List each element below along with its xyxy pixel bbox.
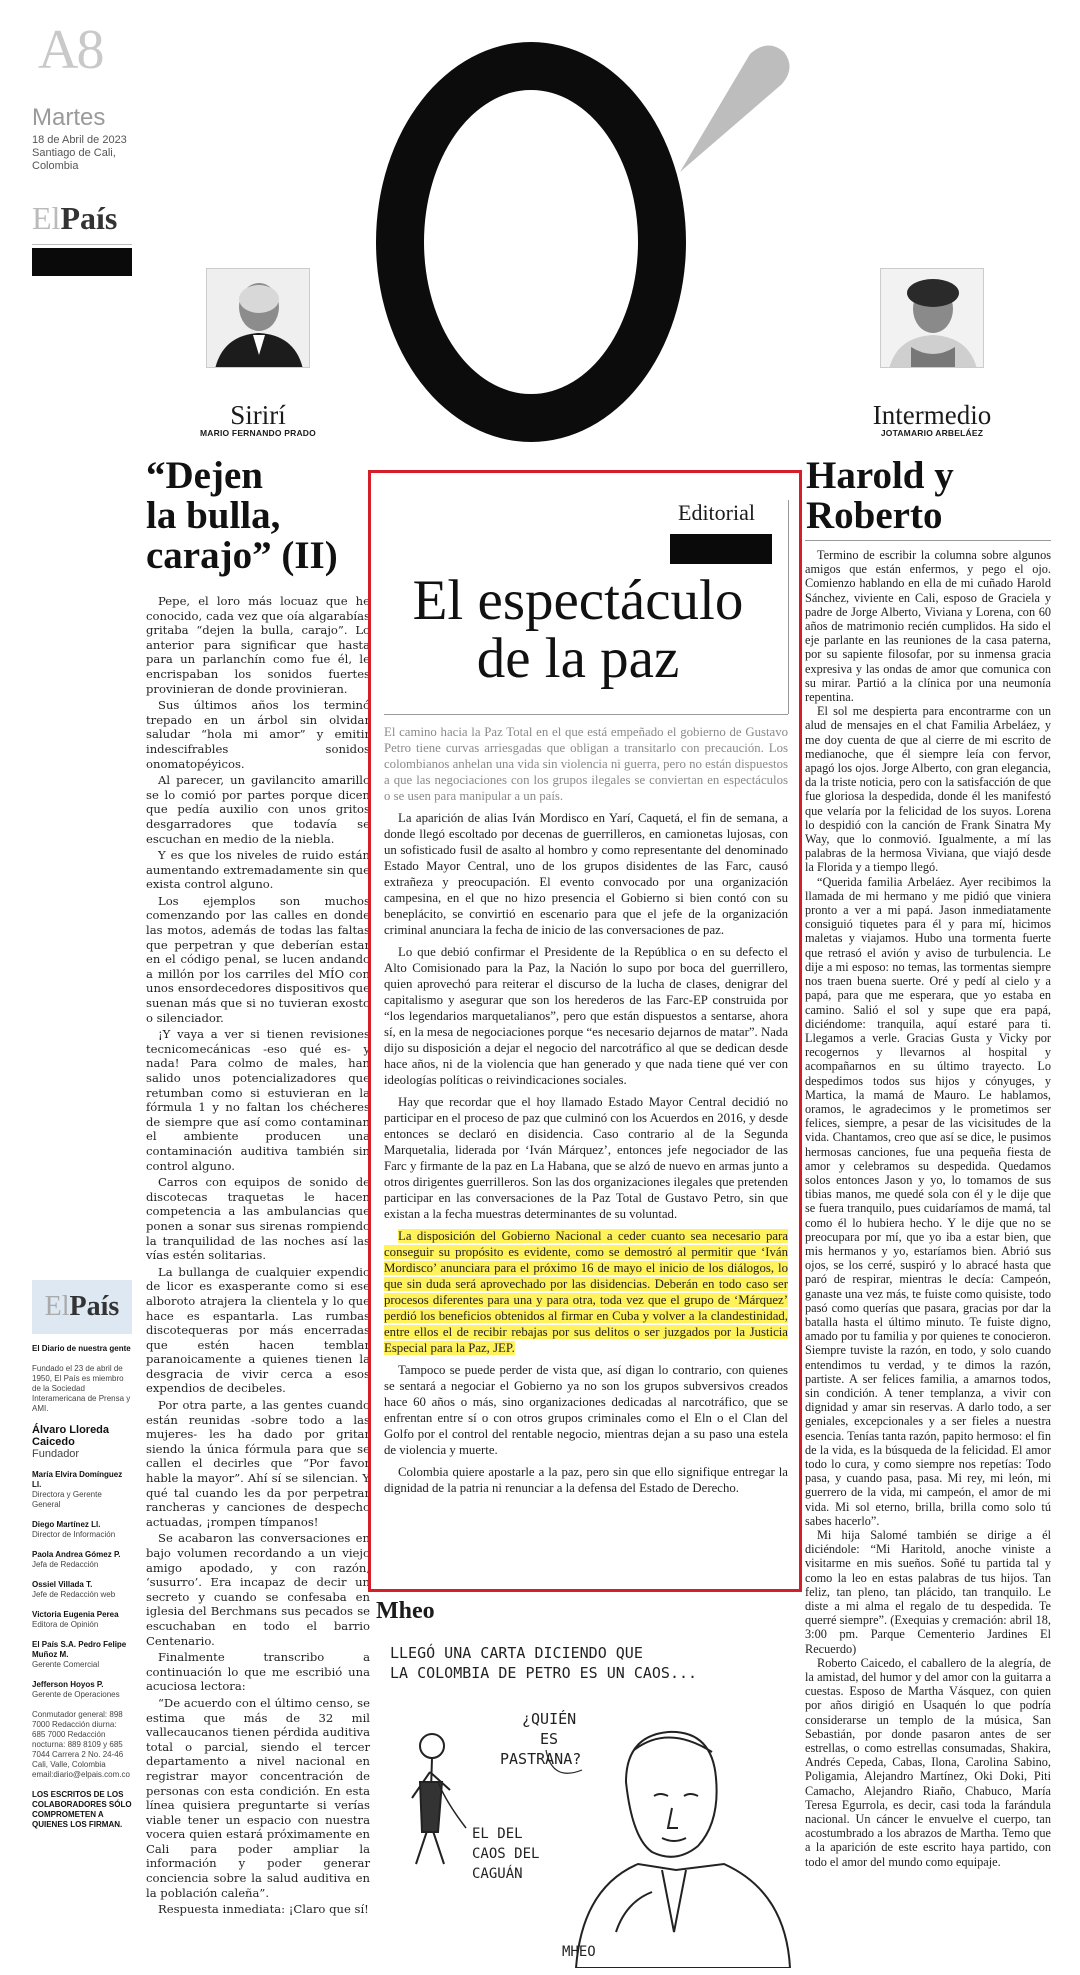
- headline-line: la bulla,: [146, 494, 281, 537]
- cartoon-tag-line: CAGUÁN: [472, 1866, 523, 1882]
- brand-el: El: [32, 200, 61, 236]
- divider: [788, 500, 789, 714]
- headline-line: carajo” (II): [146, 534, 338, 577]
- cartoon-caption-line: LLEGÓ UNA CARTA DICIENDO QUE: [390, 1644, 643, 1662]
- staff-item: [32, 1640, 132, 1670]
- staff-name: Ossiel Villada T.: [32, 1580, 93, 1589]
- staff-item: [32, 1470, 132, 1510]
- right-column-body: [805, 548, 1051, 1869]
- staff-item: [32, 1520, 132, 1540]
- disclaimer: LOS ESCRITOS DE LOS COLABORADORES SÓLO COMPROMETEN A QUIENES LOS FIRMAN.: [32, 1790, 132, 1829]
- staff-name: Jefferson Hoyos P.: [32, 1680, 104, 1689]
- staff-role: Jefa de Redacción: [32, 1560, 99, 1569]
- staff-name: Victoria Eugenia Perea: [32, 1610, 119, 1619]
- columnist-author-right: JOTAMARIO ARBELÁEZ: [880, 428, 984, 438]
- headline-line: Harold y: [806, 454, 954, 497]
- staff-name: Diego Martínez Ll.: [32, 1520, 101, 1529]
- paragraph: Tampoco se puede perder de vista que, así digan lo contrario, con quienes se sentará a negociar el Gobierno ya no son los grupos subversivos creados hace 60 años o más, sino organizaciones dedicadas al narcotráfico, que se enfrentan entre sí o con otros grupos criminales como el Eln o el Clan del Golfo por el control del rentable negocio, mientras dejan a su paso una estela de violencia y muerte.: [384, 1363, 788, 1457]
- staff-item: [32, 1680, 132, 1700]
- city: Santiago de Cali, Colombia: [32, 147, 116, 172]
- cartoon-tag-line: CAOS DEL: [472, 1846, 540, 1862]
- contact-block: Conmutador general: 898 7000 Redacción diurna: 685 7000 Redacción nocturna: 889 8109 y 685 7044 Carrera 2 No. 24-46 Cali, Valle, Colombia email:diario@elpais.com.co: [32, 1710, 130, 1779]
- speech-bubble-line: ¿QUIÉN: [522, 1710, 577, 1728]
- staff-role: Fundador: [32, 1448, 80, 1460]
- redacted-bar: [32, 248, 132, 276]
- paragraph: Pepe, el loro más locuaz que he conocido, cada vez que oía algarabías gritaba “dejen la bulla, carajo”. Lo anterior para significar que hasta para un parlanchín como fue él, le encrispaban los sonidos fuertes provinieran de donde provinieran.: [146, 594, 370, 696]
- columnist-section-right: Intermedio: [872, 400, 992, 430]
- paragraph: Hay que recordar que el hoy llamado Estado Mayor Central decidió no participar en el proceso de paz que culminó con los Acuerdos en 2016, y desde entonces se declaró en disidencia. Caso contrario al de la Segunda Marquetalia, liderada por ‘Iván Márquez’, entonces jefe negociador de las Farc y firmante de la paz en La Habana, que se alzó de nuevo en armas junto a otros dirigentes guerrilleros. Son las dos organizaciones ilegales que pretenden participar en las conversaciones de la Paz Total de Gustavo Petro, sin que existan a la fecha muestras determinantes de su voluntad.: [384, 1095, 788, 1221]
- divider: [384, 714, 788, 715]
- paragraph: Termino de escribir la columna sobre algunos amigos que están enfermos, y pego el ojo. Comienzo hablando en ella de mi cuñado Harold Sánchez, viviente en Cali, esposo de Graciela y padre de Jorge Alberto, Viviana y Lorena, con 60 años de matrimonio recién cumplidos. Ha sido el eje parlante en las reuniones de la casa paterna, por su sapiente filosofar, por su inmensa gracia expresiva y las ondas de amor que comunica con su mirar. Partió a la clínica por una neumonía repentina.: [805, 548, 1051, 705]
- speech-bubble-line: PASTRANA?: [500, 1750, 582, 1768]
- staff-name: El País S.A. Pedro Felipe Muñoz M.: [32, 1640, 127, 1659]
- columnist-author-left: MARIO FERNANDO PRADO: [200, 428, 316, 438]
- paragraph: Respuesta inmediata: ¡Claro que sí!: [158, 1902, 369, 1917]
- highlight: La disposición del Gobierno Nacional a ceder cuanto sea necesario para conseguir su propósito es evidente, como se demostró al permitir que ‘Iván Mordisco’ anunciara para el próximo 16 de mayo el inicio de los diálogos, lo que sin duda será aprovechado por las disidencias. Deberán en todo caso ser procesos diferentes para una y para otra, toda vez que el grupo de ‘Márquez’ perdió los beneficios obtenidos al firmar en Cuba y volver a la clandestinidad, entre ellos el de recibir rebajas por sus delitos o ser juzgados por la Justicia Especial para la Paz, JEP.: [384, 1229, 788, 1355]
- title-line: de la paz: [476, 627, 680, 690]
- accent-mark-icon: [600, 44, 790, 174]
- staff-name: María Elvira Domínguez Ll.: [32, 1470, 123, 1489]
- headline-line: “Dejen: [146, 454, 263, 497]
- headline-line: Roberto: [806, 494, 943, 537]
- staff-name: Álvaro Lloreda Caicedo: [32, 1424, 110, 1448]
- sidebar-brand-logo: [32, 1280, 132, 1334]
- brand-pais: País: [60, 200, 118, 236]
- paragraph: Los ejemplos son muchos comenzando por las calles en donde las motos, además de todas las faltas que perpetran y que deberían estar en el código penal, se lucen andando a millón por los carriles del MÍO con unos ensordecedores dispositivos que suenan más que si no tuvieran exosto o silenciador.: [146, 893, 370, 1025]
- redacted-bar: [670, 534, 772, 564]
- paragraph: Al parecer, un gavilancito amarillo se lo comió por partes porque dicen que pedía auxilio con unos gritos desgarradores que todavía se escuchan en medio de la niebla.: [146, 773, 370, 846]
- staff-role: Gerente Comercial: [32, 1660, 100, 1669]
- editorial-title: [378, 569, 778, 690]
- editorial-cartoon: [376, 1632, 800, 1968]
- title-line: El espectáculo: [412, 569, 744, 632]
- staff-role: Director de Información: [32, 1530, 116, 1539]
- paragraph: Sus últimos años los terminó trepado en un árbol sin olvidar saludar “hola mi amor” y emitir indescifrables sonidos onomatopéyicos.: [146, 698, 370, 771]
- staff-name: Paola Andrea Gómez P.: [32, 1550, 121, 1559]
- paragraph: El sol me despierta para encontrarme con un alud de mensajes en el chat Familia Arbeláez, y me doy cuenta de que al cierre de mi escrito de medianoche, que él siempre leía con fervor, apagó los ojos. Jorge Alberto, con gran elegancia, da la triste noticia, pero con la satisfacción de que fue gloriosa la despedida, donde él les manifestó que velaría por la felicidad de los suyos. Lorena lo despidió con la canción de Frank Sinatra My Way, que lo conmovió. Igualmente, a mí las palabras de la hermosa Viviana, que viajó desde la Florida y a tiempo llegó.: [805, 704, 1051, 875]
- paragraph: ¡Y vaya a ver si tienen revisiones tecnicomecánicas -eso qué es- y nada! Para colmo de males, han salido unos potencializadores que retumban como si estuvieran en la fórmula 1 y no faltan los chécheres de siempre que así como contaminan el ambiente producen una contaminación auditiva también sin control alguno.: [146, 1027, 370, 1173]
- staff-item: [32, 1610, 132, 1630]
- staff-role: Editora de Opinión: [32, 1620, 99, 1629]
- brand-logo: [32, 200, 117, 237]
- speech-bubble-line: ES: [540, 1730, 559, 1748]
- paragraph: Lo que debió confirmar el Presidente de la República o en su defecto el Alto Comisionado para la Paz, la Nación lo supo por boca del guerrillero, quien aprovechó para reiterar el discurso de la lucha de clases, denigrar del capitalismo y asegurar que son los herederos de las Farc-EP construida por “los legendarios marquetalianos”, pero que están dispuestos a sentarse, ahora sí, en la mesa de negociaciones porque “es necesario dejarnos de matar”. Nada dijo su disposición a dejar el negocio del narcotráfico al que se dedican desde hace años, ni de la violencia que han generado y que nada tiene qué ver con ideologías políticas o reivindicaciones sociales.: [384, 945, 788, 1087]
- brand-el: El: [44, 1291, 70, 1322]
- paragraph: Finalmente transcribo a continuación lo que me escribió una acuciosa lectora:: [146, 1650, 370, 1694]
- columnist-photo-left: [206, 268, 310, 368]
- founded-note: Fundado el 23 de abril de 1950, El País es miembro de la Sociedad Interamericana de Prensa y AMI.: [32, 1364, 131, 1413]
- left-column-headline: [146, 456, 366, 576]
- weekday: Martes: [32, 104, 106, 131]
- paragraph: La aparición de alias Iván Mordisco en Yarí, Caquetá, el fin de semana, a donde llegó escoltado por decenas de guerrilleros, en camionetas lujosas, con un sofisticado fusil de asalto al hombro y como representante del denominado Estado Mayor Central, uno de los grupos disidentes de las Farc, causó extrañeza y preocupación. El evento convocado por una organización campesina, en el que no hizo presencia el Gobierno si bien contó con su beneplácito, se convirtió en escenario para que el jefe de la organización criminal anunciara la fecha de inicio de las conversaciones de paz.: [384, 811, 788, 937]
- divider: [805, 540, 1051, 541]
- columnist-photo-right: [880, 268, 984, 368]
- paragraph: La bullanga de cualquier expendio de licor es exasperante como si ese alboroto atrajera la clientela y lo que hace es espantarla. Las rumbas discotequeras por más encerradas que estén hacen temblar paranoicamente a quienes tienen la desgracia de vivir cerca a esos expendios de decibeles.: [146, 1264, 370, 1396]
- staff-item: [32, 1424, 132, 1460]
- staff-role: Directora y Gerente General: [32, 1490, 102, 1509]
- paragraph: Y es que los niveles de ruido están aumentando extremadamente sin que exista control alguno.: [146, 848, 370, 892]
- highlighted-paragraph: [384, 1228, 788, 1356]
- editorial-lead: El camino hacia la Paz Total en el que está empeñado el gobierno de Gustavo Petro tiene curvas arriesgadas que obligan a transitarlo con precaución. Los colombianos anhelan una vida sin violencia ni guerra, pero no están dispuestos a que las negociaciones con los grupos ilegales se conviertan en espectáculos o se usen para manipular a un país.: [384, 725, 788, 803]
- sidebar-info: [32, 1344, 132, 1840]
- brand-pais: País: [69, 1291, 120, 1322]
- paragraph: Roberto Caicedo, el caballero de la alegría, de la amistad, del humor y del amor con la guitarra a cuestas. Esposo de Martha Vásquez, con quien por años dirigió en Usaquén lo que podría considerarse un templo de la música, San Sebastián, por donde pasaron antes de ser estrellas, o como estrellas consumadas, Shakira, Andrés Cepeda, Cabas, Ilona, Carolina Sabino, Poligamia, Alejandro Martínez, Oki Doki, Piti Camacho, Alejandro Riaño, Chabuco, María Teresa Egurrola, es decir, casi toda la farándula nacional. Un cáncer le envuelve el cuerpo, tan acostumbrado a los abrazos de Martha. Temo que a la aparición de este escrito haya partido, con todo el amor del mundo como equipaje.: [805, 1655, 1051, 1869]
- columnist-section-left: Sirirí: [230, 400, 286, 430]
- staff-item: [32, 1580, 132, 1600]
- paragraph: Mi hija Salomé también se dirige a él diciéndole: “Mi Haritold, anoche viniste a visitarme en mis sueños. Soñé tu partida tal y como la leo en estas palabras de tus hijos. Tan feliz, tan pleno, tan plácido, tan tranquilo. Le diste a mi alma el regalo de tu despedida. Te querré siempre”. (Exequias y cremación: abril 18, 3:00 pm. Parque Cementerio Jardines El Recuerdo): [805, 1528, 1051, 1656]
- paragraph: “Querida familia Arbeláez. Ayer recibimos la llamada de mi hermano y me pidió que viniera pronto a ver a mi papá. Jason inmediatamente consiguió tiquetes para él y para mí, hicimos maletas y viajamos. Hubo una tormenta fuerte que retrasó el avión y aviso de turbulencia. Le dije a mi esposo: no temas, las tormentas siempre nos traen buena suerte. Oré y pedí al cielo y a papá, para que me esperara, que yo estaba en camino. Salió el sol y supe que era papá, diciéndome: tranquila, aquí estaré para ti. Llegamos a verle. Gracias Gusta y Vicky por recogernos y llevarnos al hospital y acompañarnos en su último trayecto. Lo despedimos todos sus hijos y cónyuges, y Martica, la mamá de Mauro. Le hablamos, oramos, le agradecimos y le prometimos ser felices, siempre, a pesar de las vicisitudes de la vida. Chantamos, creo que así se dice, le pusimos hermosas canciones, fue una pequeña fiesta de amor y celebramos su despedida. Quedamos solos entonces Jason y yo, lo tomamos de sus tibias manos, me quedé sola con él y le dije que se fuera tranquilo, pues cuidaríamos de mamá, tal como él lo hubiera hecho. Y le dije que no se preocupara por mí, que yo iba a estar bien, que mis hermanos y yo, estaríamos bien. Abrió sus ojos, se los cerré, suspiró y lo abracé hasta que paró de respirar, mientras le decía: Campeón, ganaste una vez más, te fuiste como quisiste, todo pasó como querías que pasara, gracias por dar la batalla hasta el último minuto. Te fuiste digno, amado por tu familia y por quienes te conocieron. Siempre tuviste la razón, en todo, y solo cuando entendimos tu verdad, y te dimos la razón, partiste. A ser felices familia, a amarnos todos, sin condición. A tener templanza, a vivir con dignidad y amar sin reservas. A darlo todo, a ser geniales, excepcionales y a ser fieles a nuestra esencia. Tenías tanta razón, papito hermoso: el fin de la vida, es la búsqueda de la felicidad. El amor todo lo cura, y como siempre nos repetías: Todo pasa, y cuando pasa, pasa. Mi rey, mi león, mi guerrero de la vida, mi campeón, el amor de mi vida. Mi sol eterno, brilla, brilla como solo tú sabes hacerlo”.: [805, 874, 1051, 1528]
- date-block: [32, 134, 152, 173]
- editorial-body: [384, 724, 788, 1502]
- cartoon-caption-line: LA COLOMBIA DE PETRO ES UN CAOS...: [390, 1664, 698, 1682]
- staff-role: Gerente de Operaciones: [32, 1690, 120, 1699]
- tagline: El Diario de nuestra gente: [32, 1344, 131, 1353]
- left-column-body: [146, 594, 370, 1919]
- cartoon-tag-line: EL DEL: [472, 1826, 523, 1842]
- editorial-label: Editorial: [678, 500, 755, 525]
- staff-item: [32, 1550, 132, 1570]
- right-column-headline: [806, 456, 1046, 536]
- date: 18 de Abril de 2023: [32, 134, 127, 146]
- paragraph: Colombia quiere apostarle a la paz, pero sin que ello signifique entregar la dignidad de la patria ni renunciar a la defensa del Estado de Derecho.: [384, 1465, 788, 1495]
- cartoon-label: Mheo: [376, 1598, 435, 1624]
- paragraph: Carros con equipos de sonido de discotecas traquetas le hacen competencia a las ambulancias que ponen a sonar sus sirenas rompiendo la tranquilidad de las noches así las vías estén solitarias.: [146, 1175, 370, 1263]
- staff-role: Jefe de Redacción web: [32, 1590, 116, 1599]
- page-number: A8: [38, 19, 103, 81]
- paragraph: Por otra parte, a las gentes cuando están reunidas -sobre todo a las mujeres- les ha dado por gritar siendo la única fórmula para que se callen el decirles que “Por favor hable la mayor”. Ahí sí se silencian. Y qué tal cuando les da por perpetrar rancheras y canciones de despecho actuadas, ¡rompen tímpanos!: [146, 1398, 370, 1529]
- divider: [32, 244, 132, 245]
- paragraph: “De acuerdo con el último censo, se estima que más de 32 mil vallecaucanos tienen pérdida auditiva total o parcial, siendo el tercer departamento a nivel nacional en registrar mayor concentración de personas con esta condición. En esta línea quisiera preguntarte si verías viable tener un espacio con nuestra vocera quien estará próximamente en Cali para poder ampliar la información y poder generar conciencia sobre la salud auditiva en la población caleña”.: [146, 1695, 370, 1900]
- cartoon-signature: MHEO: [562, 1944, 596, 1960]
- paragraph: Se acabaron las conversaciones en bajo volumen recordando a un viejo amigo apodado, y con razón, ‘susurro’. Era incapaz de decir un secreto y cuando se confesaba en iglesia del Berchmans sus pecados se escuchaban en todo el barrio Centenario.: [146, 1531, 370, 1648]
